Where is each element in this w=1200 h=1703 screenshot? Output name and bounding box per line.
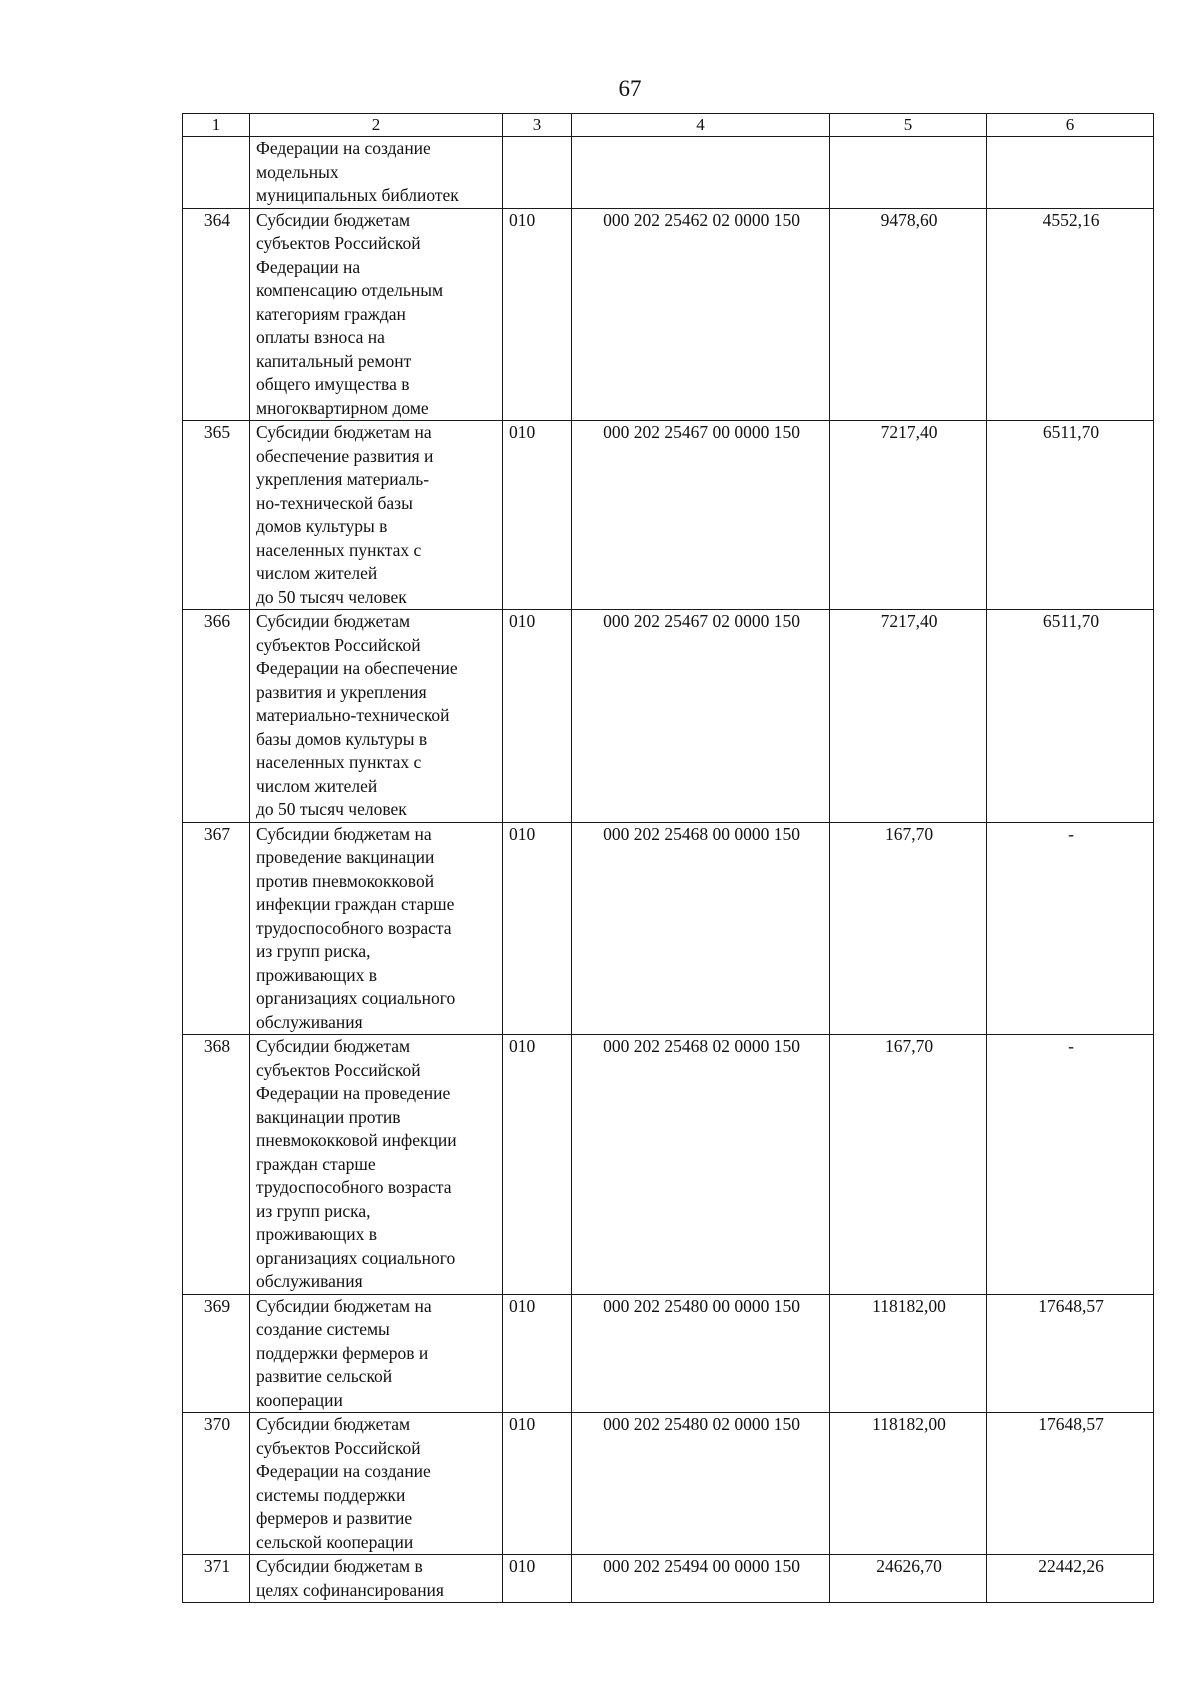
row-name-line: Субсидии бюджетам (256, 1036, 411, 1056)
row-name-line: капитальный ремонт (256, 350, 412, 371)
row-name-line: компенсацию отдельным (256, 280, 444, 300)
row-value-2019-cell: 7217,40 (830, 610, 987, 823)
row-name-line: до 50 тысяч человек (256, 799, 407, 819)
column-header: 5 (830, 114, 987, 137)
row-name-cell (250, 1413, 503, 1555)
column-header: 4 (572, 114, 830, 137)
row-name-line: развития и укрепления (256, 681, 427, 702)
row-kbk-cell: 000 202 25468 00 0000 150 (572, 822, 830, 1035)
row-name-line: пневмококковой инфекции (256, 1130, 457, 1150)
row-name-line: до 50 тысяч человек (256, 586, 407, 607)
row-name-cell (250, 610, 503, 823)
row-name-line: материально-технической (256, 705, 450, 725)
row-name-cell (250, 1294, 503, 1413)
row-name-line: Федерации на проведение (256, 1083, 451, 1103)
row-kbk-cell: 000 202 25480 02 0000 150 (572, 1413, 830, 1555)
row-number-cell: 369 (183, 1294, 250, 1413)
row-name-line: проживающих в (256, 1224, 377, 1244)
row-name-line: организациях социального (256, 988, 456, 1008)
row-name-line: обеспечение развития и (256, 445, 434, 466)
row-name-cell (250, 1555, 503, 1603)
row-name-cell (250, 208, 503, 421)
row-name-line: организациях социального (256, 1247, 456, 1268)
row-kbk-cell: 000 202 25467 02 0000 150 (572, 610, 830, 823)
row-name-line: системы поддержки (256, 1484, 406, 1505)
row-name-cell (250, 421, 503, 610)
row-number-cell: 365 (183, 421, 250, 610)
row-code-cell: 010 (503, 421, 572, 610)
row-name-line: субъектов Российской (256, 1437, 421, 1458)
row-value-2019-cell: 7217,40 (830, 421, 987, 610)
row-name-line: граждан старше (256, 1153, 376, 1174)
row-name-line: проживающих в (256, 964, 377, 985)
row-value-2020-cell: - (987, 822, 1154, 1035)
row-number-cell: 368 (183, 1035, 250, 1295)
row-name-line: проведение вакцинации (256, 847, 435, 867)
row-code-cell: 010 (503, 610, 572, 823)
row-value-2019-cell (830, 137, 987, 209)
row-name-line: субъектов Российской (256, 634, 421, 655)
row-name-line: населенных пунктах с (256, 752, 422, 772)
row-name-line: Субсидии бюджетам (256, 1414, 411, 1434)
row-name-line: Субсидии бюджетам на (256, 823, 432, 844)
row-name-line: Федерации на создание (256, 1461, 431, 1481)
row-number-cell: 370 (183, 1413, 250, 1555)
column-header: 3 (503, 114, 572, 137)
row-value-2020-cell (987, 137, 1154, 209)
row-name-line: из групп риска, (256, 941, 371, 961)
row-name-line: домов культуры в (256, 516, 388, 536)
row-code-cell: 010 (503, 208, 572, 421)
row-name-line: обслуживания (256, 1011, 363, 1032)
row-name-line: субъектов Российской (256, 1059, 421, 1080)
row-name-line: числом жителей (256, 775, 378, 796)
row-name-line: базы домов культуры в (256, 728, 428, 749)
row-name-line: населенных пунктах с (256, 539, 422, 560)
row-code-cell: 010 (503, 1555, 572, 1603)
row-name-line: развитие сельской (256, 1366, 393, 1386)
row-name-line: многоквартирном доме (256, 397, 429, 418)
row-kbk-cell: 000 202 25480 00 0000 150 (572, 1294, 830, 1413)
row-value-2019-cell: 9478,60 (830, 208, 987, 421)
budget-table (182, 113, 1154, 1603)
table-row (183, 421, 1154, 610)
row-kbk-cell (572, 137, 830, 209)
row-number-cell: 367 (183, 822, 250, 1035)
row-name-cell (250, 137, 503, 209)
row-number-cell: 366 (183, 610, 250, 823)
row-name-line: муниципальных библиотек (256, 185, 459, 205)
row-name-line: модельных (256, 161, 339, 182)
row-value-2020-cell: 4552,16 (987, 208, 1154, 421)
row-name-line: Субсидии бюджетам в (256, 1556, 423, 1576)
row-name-line: обслуживания (256, 1271, 363, 1291)
row-kbk-cell: 000 202 25467 00 0000 150 (572, 421, 830, 610)
row-name-line: против пневмококковой (256, 870, 435, 891)
row-kbk-cell: 000 202 25462 02 0000 150 (572, 208, 830, 421)
row-name-line: Субсидии бюджетам (256, 209, 411, 230)
row-number-cell (183, 137, 250, 209)
row-value-2020-cell: 22442,26 (987, 1555, 1154, 1603)
table-row (183, 1294, 1154, 1413)
row-name-line: трудоспособного возраста (256, 917, 452, 938)
row-value-2020-cell: 6511,70 (987, 421, 1154, 610)
row-name-line: Федерации на обеспечение (256, 658, 458, 678)
row-name-line: кооперации (256, 1389, 343, 1410)
row-kbk-cell: 000 202 25468 02 0000 150 (572, 1035, 830, 1295)
row-name-line: категориям граждан (256, 303, 406, 324)
row-name-line: Субсидии бюджетам (256, 611, 411, 631)
row-name-line: создание системы (256, 1319, 390, 1339)
row-value-2019-cell: 24626,70 (830, 1555, 987, 1603)
row-name-cell (250, 1035, 503, 1295)
row-name-line: Субсидии бюджетам на (256, 1295, 432, 1316)
row-name-line: целях софинансирования (256, 1579, 444, 1600)
column-header: 1 (183, 114, 250, 137)
row-code-cell: 010 (503, 1294, 572, 1413)
row-name-line: поддержки фермеров и (256, 1342, 429, 1363)
table-header-row (183, 114, 1154, 137)
row-name-cell (250, 822, 503, 1035)
row-value-2019-cell: 167,70 (830, 1035, 987, 1295)
row-code-cell (503, 137, 572, 209)
row-value-2020-cell: 17648,57 (987, 1413, 1154, 1555)
table-row (183, 1555, 1154, 1603)
page-number: 67 (618, 76, 642, 101)
row-value-2020-cell: 6511,70 (987, 610, 1154, 823)
row-value-2019-cell: 118182,00 (830, 1294, 987, 1413)
row-name-line: инфекции граждан старше (256, 894, 455, 914)
row-name-line: оплаты взноса на (256, 327, 385, 347)
row-name-line: Федерации на создание (256, 138, 431, 158)
row-number-cell: 371 (183, 1555, 250, 1603)
row-code-cell: 010 (503, 1413, 572, 1555)
row-name-line: общего имущества в (256, 374, 410, 394)
row-name-line: Субсидии бюджетам на (256, 422, 432, 442)
row-value-2020-cell: 17648,57 (987, 1294, 1154, 1413)
column-header: 6 (987, 114, 1154, 137)
table-row (183, 1035, 1154, 1295)
row-name-line: субъектов Российской (256, 233, 421, 253)
row-value-2019-cell: 118182,00 (830, 1413, 987, 1555)
row-name-line: фермеров и развитие (256, 1508, 413, 1528)
row-code-cell: 010 (503, 822, 572, 1035)
row-number-cell: 364 (183, 208, 250, 421)
row-value-2019-cell: 167,70 (830, 822, 987, 1035)
table-row (183, 822, 1154, 1035)
row-name-line: числом жителей (256, 563, 378, 583)
row-value-2020-cell: - (987, 1035, 1154, 1295)
table-row (183, 610, 1154, 823)
row-name-line: укрепления материаль- (256, 469, 430, 489)
table-row (183, 1413, 1154, 1555)
row-name-line: но-технической базы (256, 492, 413, 513)
row-kbk-cell: 000 202 25494 00 0000 150 (572, 1555, 830, 1603)
table-row (183, 208, 1154, 421)
table-row (183, 137, 1154, 209)
column-header: 2 (250, 114, 503, 137)
row-name-line: вакцинации против (256, 1106, 401, 1127)
row-name-line: сельской кооперации (256, 1531, 414, 1552)
row-name-line: из групп риска, (256, 1200, 371, 1221)
row-name-line: трудоспособного возраста (256, 1177, 452, 1197)
row-code-cell: 010 (503, 1035, 572, 1295)
row-name-line: Федерации на (256, 256, 361, 277)
